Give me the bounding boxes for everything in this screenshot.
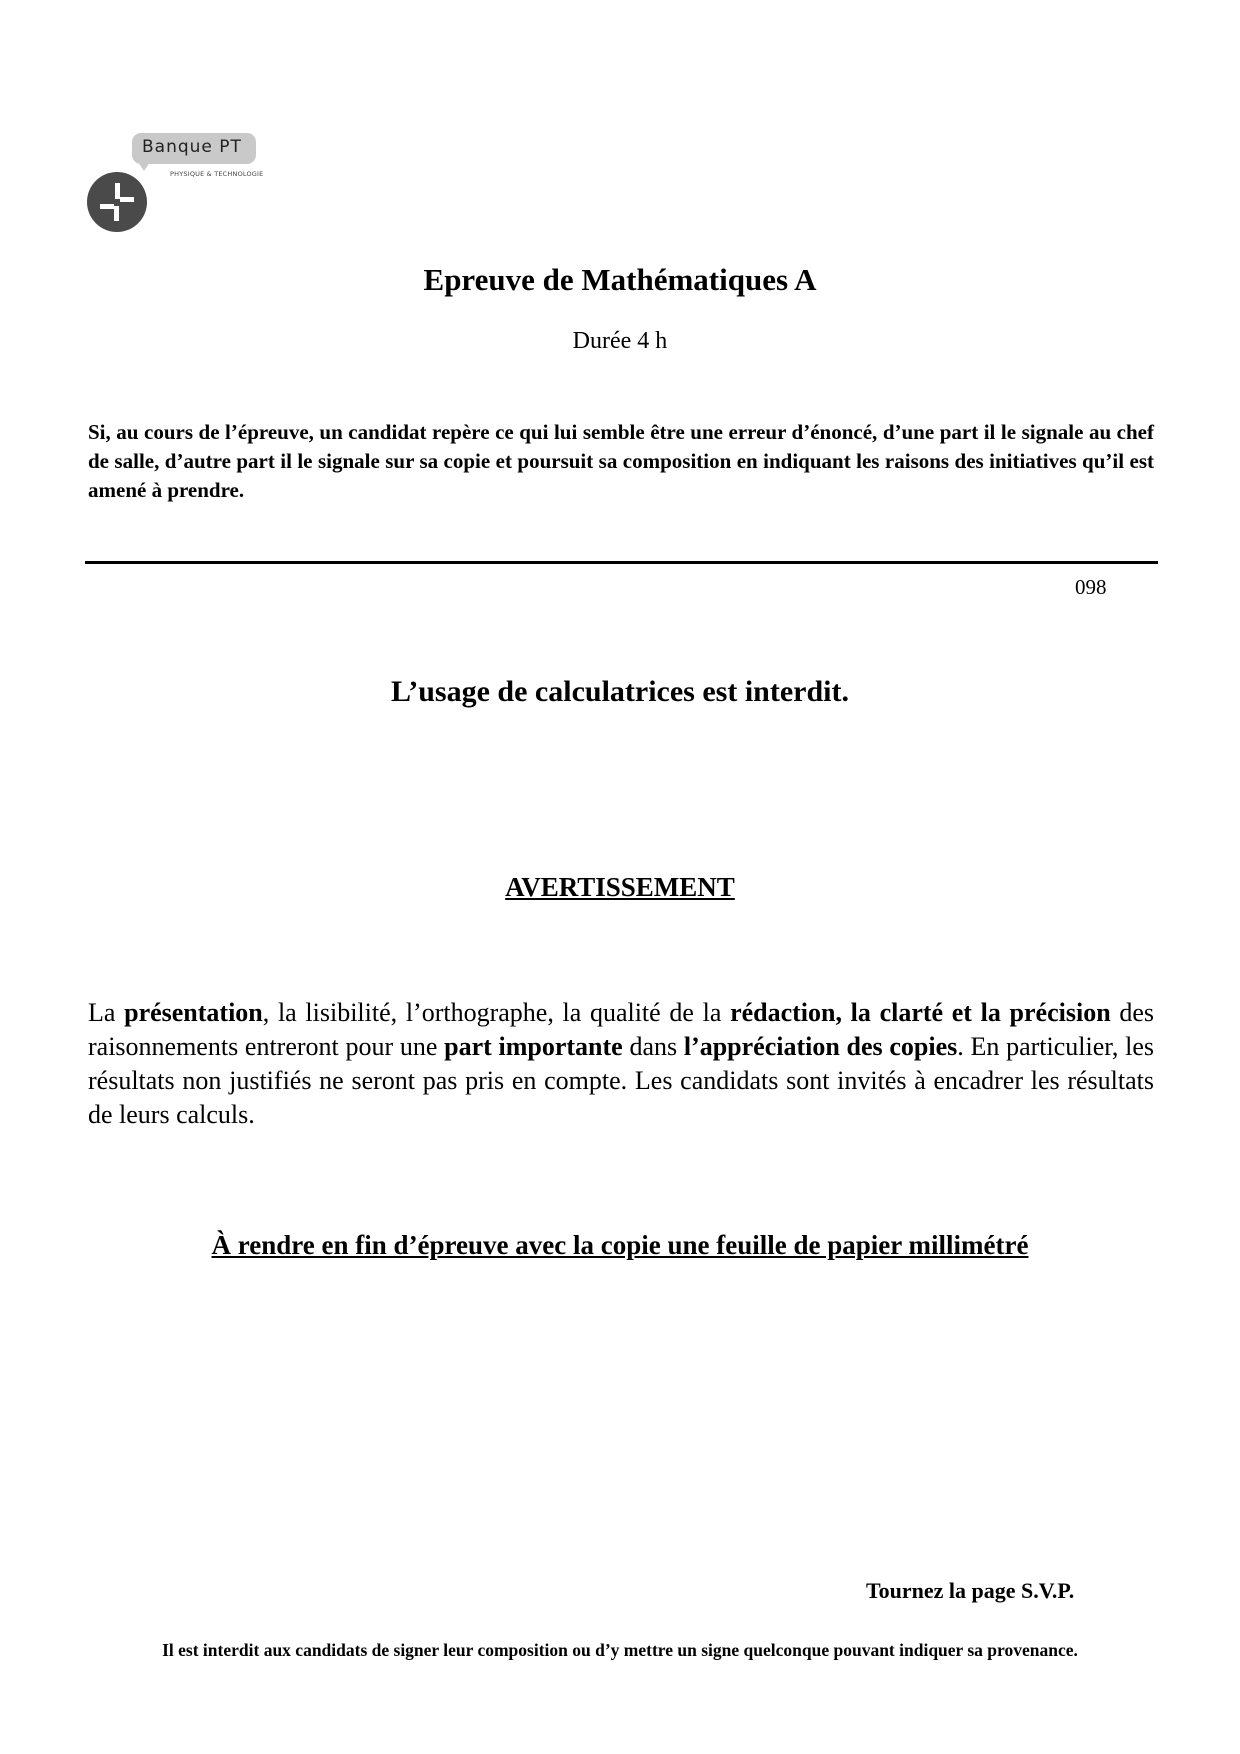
warning-text: des raisonnements entreront pour une: [88, 998, 1154, 1061]
logo-emblem-icon: [86, 171, 148, 233]
turn-page-note: Tournez la page S.V.P.: [866, 1578, 1075, 1603]
error-notice: Si, au cours de l’épreuve, un candidat repère ce qui lui semble être une erreur d’énoncé, d’une part il le signale au chef de salle, d’autre part il le signale sur sa copie et poursuit sa composition en indiquant les raisons des initiatives qu’il est amené à prendre.: [88, 420, 1154, 502]
exam-code: 098: [1075, 575, 1107, 599]
hand-in-instruction: À rendre en fin d’épreuve avec la copie une feuille de papier millimétré: [211, 1230, 1029, 1260]
warning-emphasis: part importante: [444, 1032, 623, 1061]
logo-bubble-tail: [136, 159, 152, 171]
warning-emphasis: l’appréciation des copies: [683, 1032, 958, 1061]
horizontal-divider: [85, 561, 1158, 564]
footer-rule: Il est interdit aux candidats de signer leur composition ou d’y mettre un signe quelconque pouvant indiquer sa provenance.: [162, 1640, 1078, 1660]
logo-title: Banque PT: [142, 137, 242, 157]
logo-subtitle: PHYSIQUE & TECHNOLOGIE: [170, 170, 264, 178]
exam-duration: Durée 4 h: [572, 328, 668, 354]
warning-emphasis: rédaction, la clarté et la précision: [730, 998, 1111, 1027]
calculator-rule: L’usage de calculatrices est interdit.: [391, 675, 849, 708]
warning-title: AVERTISSEMENT: [505, 872, 735, 902]
warning-body: [88, 996, 1154, 1132]
banque-pt-logo: [86, 133, 266, 233]
warning-text: . En particulier, les résultats non justifiés ne seront pas pris en compte. Les candidats sont invités à encadrer les résultats de leurs calculs.: [88, 1032, 1154, 1129]
warning-text: La: [88, 998, 125, 1027]
exam-title: Epreuve de Mathématiques A: [423, 262, 817, 297]
warning-text: , la lisibilité, l’orthographe, la qualité de la: [262, 998, 731, 1027]
warning-emphasis: présentation: [124, 998, 263, 1027]
warning-text: dans: [622, 1032, 684, 1061]
